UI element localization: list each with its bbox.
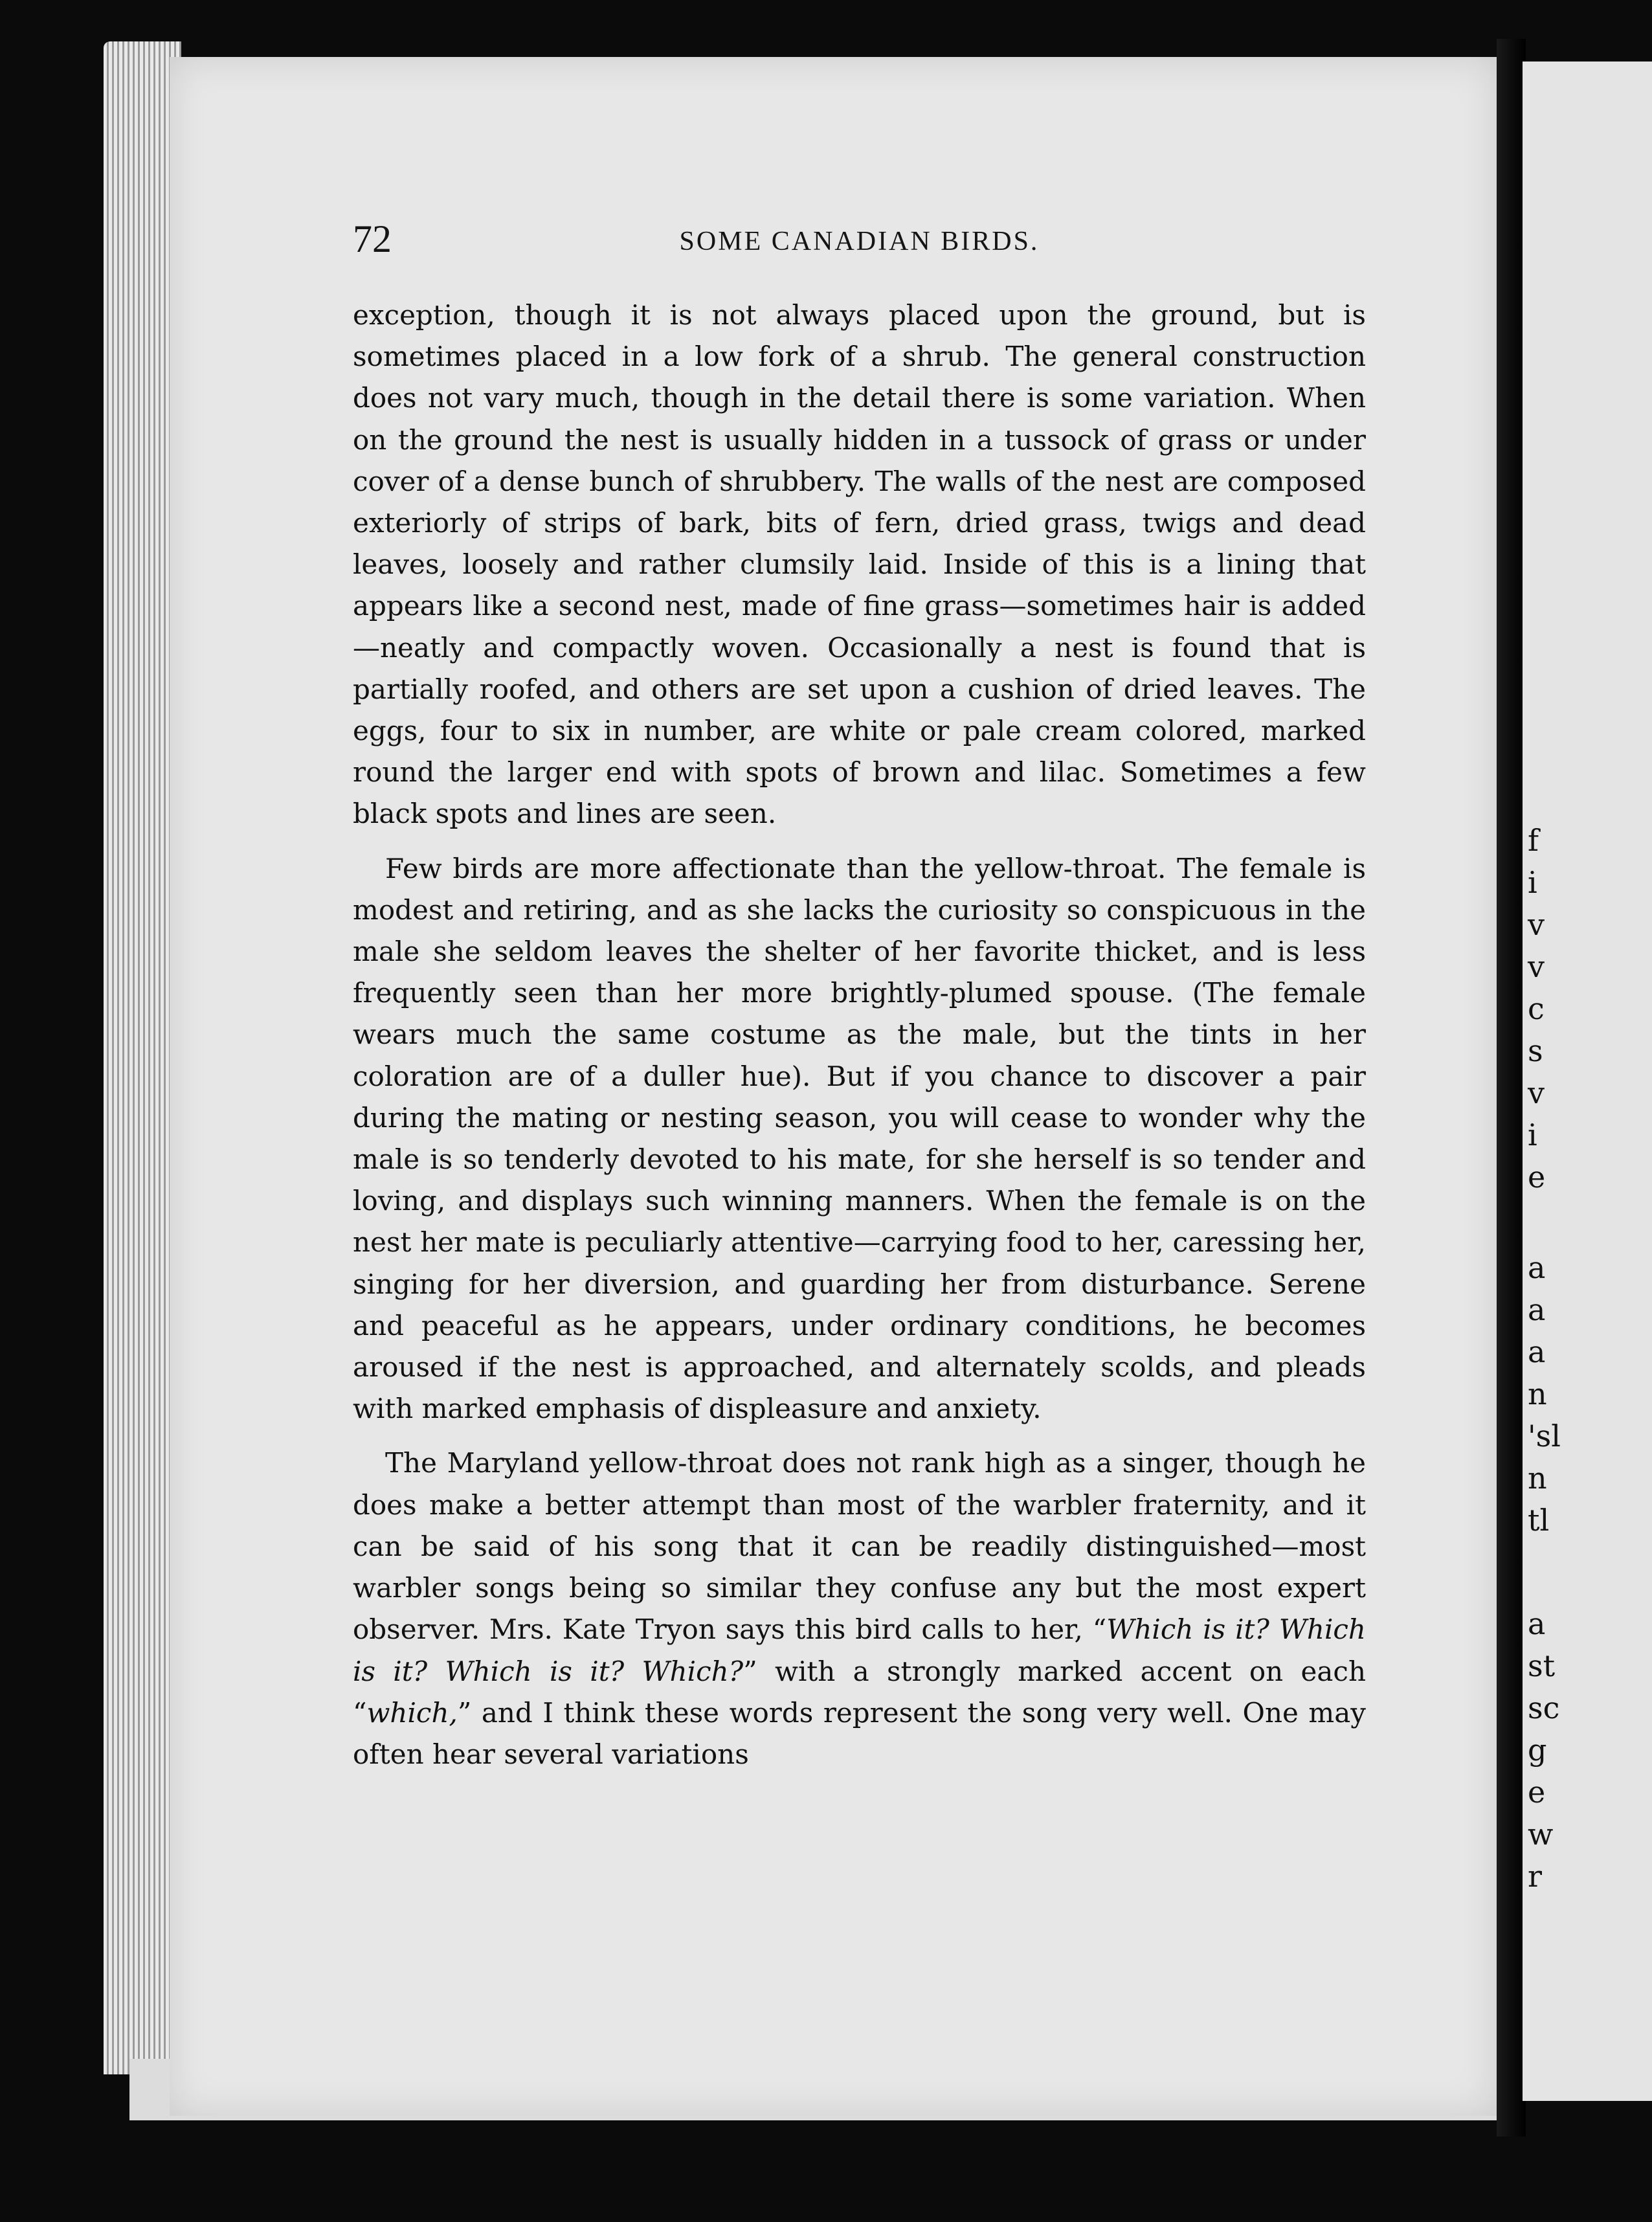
paragraph-text: ” with a strongly marked accent on each “ — [353, 1655, 1366, 1729]
next-page-fragment: st — [1528, 1648, 1556, 1683]
next-page-fragment: f — [1528, 823, 1539, 858]
next-page-fragment: 'sl — [1528, 1419, 1561, 1453]
next-page-fragment: a — [1528, 1250, 1546, 1285]
next-page-fragment: a — [1528, 1334, 1546, 1369]
next-page-fragment: n — [1528, 1376, 1547, 1411]
next-page-fragment: r — [1528, 1859, 1542, 1894]
next-page-fragment: i — [1528, 1117, 1537, 1152]
next-page-fragment: v — [1528, 907, 1545, 942]
paragraph: exception, though it is not always placed upon the ground, but is sometimes placed in a low fork of a shrub. The general construction does not vary much, though in the detail there is some variation. When on the ground the nest is usually hidden in a tussock of grass or under cover of a dense bunch of shrubbery. The walls of the nest are composed exteriorly of strips of bark, bits of fern, dried grass, twigs and dead leaves, loosely and rather clumsily laid. Inside of this is a lining that appears like a second nest, made of fine grass—sometimes hair is added—neatly and compactly woven. Occasionally a nest is found that is partially roofed, and others are set upon a cushion of dried leaves. The eggs, four to six in number, are white or pale cream colored, marked round the larger end with spots of brown and lilac. Sometimes a few black spots and lines are seen. — [353, 299, 1366, 830]
page-number: 72 — [353, 218, 392, 260]
paragraph: Few birds are more affectionate than the yellow-throat. The female is modest and retiring, and as she lacks the curiosity so conspicuous in the male she seldom leaves the shelter of her favorite thicket, and is less frequently seen than her more brightly-plumed spouse. (The female wears much the same costume as the male, but the tints in her coloration are of a duller hue). But if you chance to discover a pair during the mating or nesting season, you will cease to wonder why the male is so tenderly devoted to his mate, for she herself is so tender and loving, and displays such winning manners. When the female is on the nest her mate is peculiarly attentive—carrying food to her, caressing her, singing for her diversion, and guarding her from disturbance. Serene and peaceful as he appears, under ordinary conditions, he becomes aroused if the nest is approached, and alternately scolds, and pleads with marked emphasis of displeasure and anxiety. — [353, 852, 1366, 1425]
paragraph-text: The Maryland yellow-throat does not rank high as a singer, though he does make a better attempt than most of the warbler fraternity, and it can be said of his song that it can be readily distinguished—most warbler songs being so similar they confuse any but the most expert observer. Mrs. Kate Tryon says this bird calls to her, “ — [353, 1447, 1366, 1646]
next-page-fragment: g — [1528, 1733, 1547, 1768]
next-page-fragment: tl — [1528, 1503, 1550, 1538]
paragraph-text: ” and I think these words represent the song very well. One may often hear several variations — [353, 1696, 1366, 1770]
next-page-fragment: n — [1528, 1461, 1547, 1496]
body-text — [353, 295, 1366, 1788]
next-page-fragment: v — [1528, 949, 1545, 984]
running-head: SOME CANADIAN BIRDS. — [679, 227, 1040, 256]
next-page-fragment: a — [1528, 1606, 1546, 1641]
next-page-fragment: i — [1528, 865, 1537, 900]
next-page-fragment: c — [1528, 991, 1545, 1026]
book-gutter — [1497, 39, 1526, 2137]
paragraph — [353, 1442, 1366, 1775]
next-page-fragment: w — [1528, 1817, 1554, 1852]
next-page-fragment: v — [1528, 1075, 1545, 1110]
next-page-fragment: s — [1528, 1033, 1543, 1068]
next-page-fragment: e — [1528, 1160, 1546, 1195]
page-header — [353, 217, 1366, 269]
next-page-fragment: sc — [1528, 1690, 1560, 1725]
song-quote: Which is it? Which is it? Which is it? Which? — [353, 1613, 1366, 1687]
right-page-edge — [1523, 62, 1652, 2101]
next-page-fragment: a — [1528, 1292, 1546, 1327]
quoted-word: which, — [366, 1696, 458, 1729]
next-page-fragment: e — [1528, 1775, 1546, 1810]
